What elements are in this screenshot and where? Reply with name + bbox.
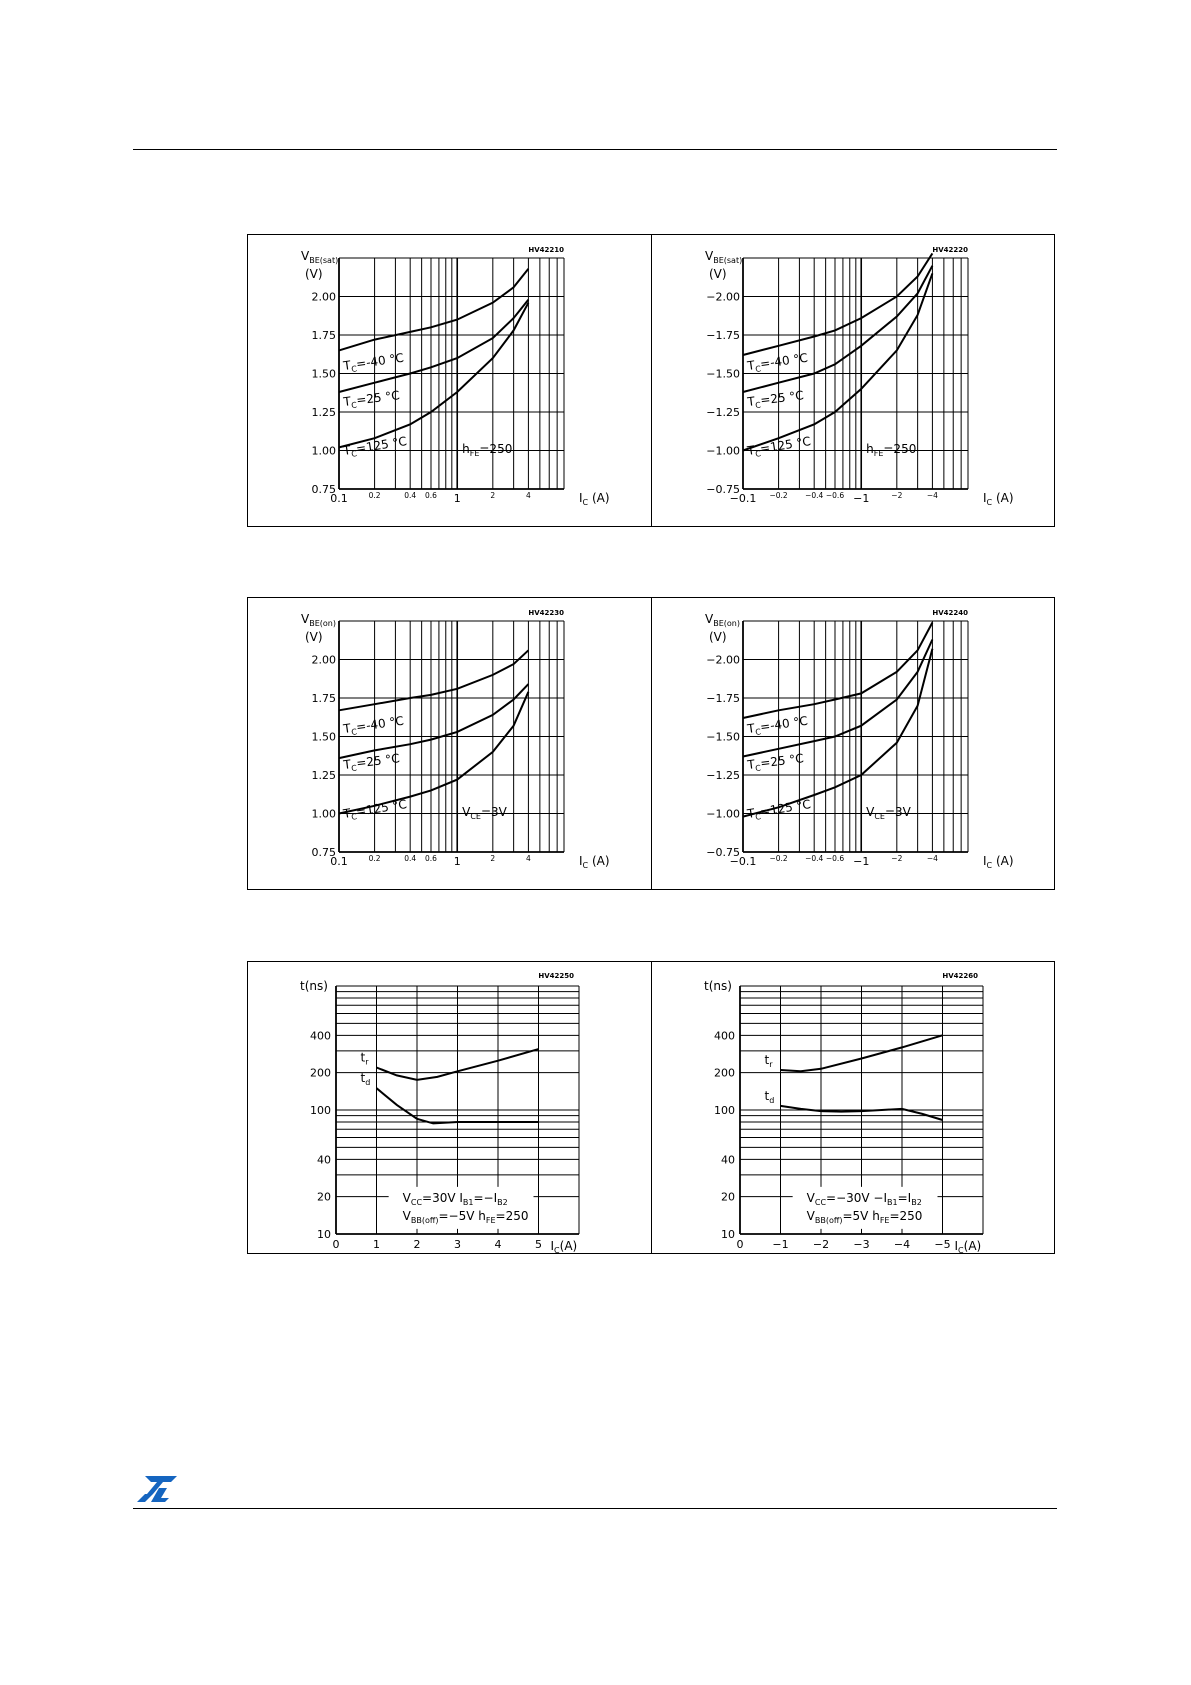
y-tick-label: 40 <box>317 1153 331 1167</box>
footer-rule <box>133 1508 1057 1509</box>
x-tick-label: −2 <box>891 491 903 500</box>
condition-label-main: h <box>462 442 470 456</box>
x-tick-label: 1 <box>373 1238 380 1251</box>
condition-label-value: =250 <box>479 442 513 456</box>
figure-code: HV42240 <box>932 609 968 617</box>
x-tick-label: −1 <box>853 492 870 505</box>
chart-vbe-sat-npn <box>248 235 651 526</box>
x-axis-label-main: I <box>550 1239 555 1253</box>
plot-area <box>743 621 968 852</box>
series-label <box>765 1053 774 1069</box>
x-axis-label-unit: (A) <box>963 1239 982 1253</box>
condition-label-sub: CE <box>874 812 885 821</box>
condition-label <box>462 805 508 821</box>
figure-code: HV42260 <box>942 972 978 980</box>
y-tick-label: 100 <box>310 1104 331 1117</box>
x-axis-label <box>983 491 1014 507</box>
chart-switching-npn <box>248 962 651 1253</box>
conditions-line-part: V <box>806 1190 815 1205</box>
y-tick-label: 1.25 <box>311 769 336 782</box>
curve-label <box>342 388 401 411</box>
x-tick-label: 0.1 <box>330 492 348 505</box>
y-tick-label: −2.00 <box>706 290 740 304</box>
chart-vbe-on-pnp <box>652 598 1055 889</box>
y-tick-label: 1.25 <box>311 406 336 419</box>
x-tick-label: −0.6 <box>825 854 845 863</box>
y-tick-label: 1.00 <box>311 807 336 821</box>
x-tick-label: 0.2 <box>368 491 381 500</box>
series-label <box>765 1089 775 1105</box>
y-tick-label: −1.50 <box>706 367 740 381</box>
x-axis-label <box>579 854 610 870</box>
conditions-line-part: =250 <box>889 1208 923 1223</box>
x-tick-label: 0.4 <box>404 491 417 500</box>
y-tick-label: 200 <box>714 1066 735 1080</box>
series-label <box>361 1051 370 1067</box>
x-axis-label <box>579 491 610 507</box>
curve-label-rest: =-40 °C <box>355 350 405 372</box>
x-axis-label-main: I <box>954 1239 959 1253</box>
curve-label-main: T <box>746 805 756 821</box>
condition-label-main: V <box>462 805 471 819</box>
y-tick-label: 1.00 <box>311 444 336 458</box>
conditions-line-part: B2 <box>497 1197 508 1207</box>
y-tick-label: 10 <box>317 1228 331 1241</box>
x-tick-label: −0.6 <box>825 491 845 500</box>
curve-label-sub: C <box>350 812 358 822</box>
y-tick-label: 20 <box>721 1190 735 1204</box>
x-tick-label: 2 <box>413 1238 421 1251</box>
figure-code: HV42230 <box>528 609 564 617</box>
curve-label-rest: =-40 °C <box>355 713 405 735</box>
condition-label-value: =250 <box>883 442 917 456</box>
x-axis-label-sub: C <box>554 1246 560 1255</box>
y-tick-label: 2.00 <box>311 290 336 304</box>
y-axis-unit: (V) <box>709 630 727 644</box>
curve-label <box>746 388 805 411</box>
y-axis-label-sub: BE(sat) <box>309 256 339 265</box>
curve-label-rest: =125 °C <box>355 434 408 456</box>
curve-label-sub: C <box>754 364 762 374</box>
series-label-main: t <box>764 1053 770 1068</box>
x-axis-label-sub: C <box>986 498 993 507</box>
curve-label-rest: =25 °C <box>355 388 401 408</box>
chart-row-switching-times <box>247 961 1055 1254</box>
conditions-line-part: BB(off) <box>410 1215 439 1225</box>
y-tick-label: 2.00 <box>311 653 336 667</box>
conditions-line-part: B1 <box>462 1197 474 1207</box>
curve-label-main: T <box>342 358 352 373</box>
x-tick-label: 1 <box>453 855 461 868</box>
series-label-main: t <box>360 1071 366 1086</box>
x-tick-label: −0.4 <box>805 854 824 863</box>
x-tick-label: −4 <box>893 1238 911 1251</box>
figure-code: HV42250 <box>538 972 574 980</box>
conditions-line-part: V <box>402 1208 411 1223</box>
chart-switching-pnp <box>652 962 1055 1253</box>
curve-label-sub: C <box>754 812 762 822</box>
x-axis-label-sub: C <box>958 1246 964 1255</box>
curve-label-rest: =25 °C <box>355 751 401 771</box>
x-tick-label: −1 <box>772 1238 789 1251</box>
curve-label-sub: C <box>350 763 358 774</box>
y-axis-label <box>301 249 338 265</box>
x-tick-label: −5 <box>934 1238 951 1251</box>
plot-area <box>743 253 968 489</box>
x-axis-label-unit: (A) <box>992 854 1014 868</box>
y-tick-label: 400 <box>714 1029 735 1043</box>
condition-label-main: V <box>866 805 875 819</box>
y-tick-label: 400 <box>310 1029 331 1043</box>
series-label-main: t <box>764 1088 770 1103</box>
chart-vbe-sat-pnp <box>652 235 1055 526</box>
conditions-line-part: =−30V −I <box>826 1190 888 1205</box>
y-tick-label: 1.50 <box>311 730 336 744</box>
x-tick-label: 4 <box>526 491 531 500</box>
condition-label <box>866 805 912 821</box>
series-line <box>339 269 528 351</box>
y-tick-label: 0.75 <box>311 846 336 859</box>
y-axis-label <box>705 249 742 265</box>
y-tick-label: 40 <box>721 1153 735 1167</box>
x-tick-label: 2 <box>490 491 496 500</box>
curve-label-main: T <box>342 805 352 821</box>
figure-code: HV42220 <box>932 246 968 254</box>
condition-label-sub: CE <box>470 812 481 821</box>
curve-label-rest: =125 °C <box>355 797 408 819</box>
y-axis-unit: (V) <box>709 267 727 281</box>
curve-label-sub: C <box>350 727 358 737</box>
y-tick-label: −1.50 <box>706 730 740 744</box>
curve-label-main: T <box>746 442 756 458</box>
y-tick-label: −0.75 <box>706 846 740 859</box>
x-tick-label: −0.2 <box>769 854 788 863</box>
conditions-line-part: BB(off) <box>814 1215 843 1225</box>
curve-label-rest: =25 °C <box>759 388 805 408</box>
plot-area <box>339 258 564 489</box>
x-axis-label-unit: (A) <box>992 491 1014 505</box>
curve-label-rest: =-40 °C <box>759 713 809 735</box>
x-axis-label-sub: C <box>986 861 993 870</box>
x-axis-label-sub: C <box>582 498 589 507</box>
condition-label-value: =3V <box>884 805 911 819</box>
conditions-line-part: V <box>402 1190 411 1205</box>
series-label-main: t <box>360 1050 366 1065</box>
y-axis-label: t(ns) <box>704 979 732 993</box>
condition-label-sub: FE <box>873 449 884 458</box>
x-tick-label: 3 <box>454 1238 461 1251</box>
curve-label-sub: C <box>350 400 358 411</box>
x-tick-label: −0.4 <box>805 491 824 500</box>
series-line <box>339 303 528 448</box>
header-rule <box>133 149 1057 150</box>
x-tick-label: 0.6 <box>425 491 437 500</box>
y-tick-label: −2.00 <box>706 653 740 667</box>
curve-label-sub: C <box>754 449 762 459</box>
y-tick-label: 200 <box>310 1066 331 1080</box>
x-tick-label: −3 <box>853 1238 870 1251</box>
conditions-line-part: FE <box>879 1215 890 1225</box>
y-tick-label: −1.00 <box>706 444 740 458</box>
curve-label-main: T <box>746 721 756 736</box>
x-tick-label: −1 <box>853 855 870 868</box>
y-tick-label: −1.75 <box>706 692 740 705</box>
curve-label-sub: C <box>350 364 358 374</box>
curve-label-main: T <box>746 394 756 409</box>
x-axis-label-main: I <box>983 491 987 505</box>
conditions-line-part: =30V I <box>422 1190 463 1205</box>
conditions-line-part: =−5V h <box>438 1208 486 1223</box>
conditions-line-part: B1 <box>887 1197 898 1207</box>
x-tick-label: 0.6 <box>425 854 437 863</box>
x-tick-label: 0.2 <box>368 854 381 863</box>
x-tick-label: 4 <box>526 854 531 863</box>
y-tick-label: −1.00 <box>706 807 740 821</box>
chart-vbe-on-npn <box>248 598 651 889</box>
x-tick-label: −4 <box>926 491 938 500</box>
conditions-line-part: CC <box>814 1197 827 1207</box>
x-tick-label: 4 <box>494 1238 502 1251</box>
series-label-sub: r <box>365 1057 369 1067</box>
x-tick-label: −2 <box>812 1238 830 1251</box>
x-tick-label: −2 <box>891 854 903 863</box>
y-axis-label: t(ns) <box>300 979 328 993</box>
st-logo <box>133 1472 181 1504</box>
curve-label-sub: C <box>754 400 762 411</box>
y-axis-label-main: V <box>705 249 714 263</box>
curve-label-rest: =125 °C <box>759 797 812 819</box>
y-tick-label: 20 <box>317 1190 331 1204</box>
curve-label-sub: C <box>754 763 762 774</box>
y-axis-label-main: V <box>705 612 714 626</box>
x-axis-label <box>983 854 1014 870</box>
plot-area <box>339 621 564 852</box>
series-label-sub: d <box>769 1095 775 1105</box>
x-axis-label <box>955 1239 982 1255</box>
chart-row-vbe-sat <box>247 234 1055 527</box>
y-axis-label-main: V <box>301 249 310 263</box>
y-axis-label-sub: BE(sat) <box>713 256 743 265</box>
x-axis-label-main: I <box>983 854 987 868</box>
x-tick-label: −0.1 <box>729 492 757 505</box>
conditions-line-part: =250 <box>495 1208 529 1223</box>
x-axis-label-main: I <box>579 854 583 868</box>
x-tick-label: −0.1 <box>729 855 757 868</box>
curve-label-main: T <box>342 721 352 736</box>
figure-code: HV42210 <box>528 246 564 254</box>
x-tick-label: −0.2 <box>769 491 788 500</box>
x-tick-label: 0 <box>332 1238 340 1251</box>
conditions-line-part: =5V h <box>842 1208 880 1223</box>
condition-label-main: h <box>866 442 874 456</box>
y-axis-label-sub: BE(on) <box>713 619 740 628</box>
y-axis-label-main: V <box>301 612 310 626</box>
y-tick-label: −1.25 <box>706 769 740 782</box>
chart-row-vbe-on <box>247 597 1055 890</box>
x-axis-label-unit: (A) <box>588 854 610 868</box>
conditions-line-part: =I <box>897 1190 912 1205</box>
series-label-sub: d <box>365 1078 371 1088</box>
x-axis-label-sub: C <box>582 861 589 870</box>
conditions-line-part: FE <box>485 1215 496 1225</box>
x-axis-label-main: I <box>579 491 583 505</box>
x-axis-label <box>551 1239 578 1255</box>
x-axis-label-unit: (A) <box>588 491 610 505</box>
curve-label-rest: =-40 °C <box>759 350 809 372</box>
y-tick-label: 100 <box>714 1104 735 1117</box>
x-axis-label-unit: (A) <box>559 1239 578 1253</box>
conditions-line-part: =−I <box>473 1190 498 1205</box>
conditions-line-part: B2 <box>911 1197 922 1207</box>
series-line <box>339 300 528 392</box>
y-axis-unit: (V) <box>305 630 323 644</box>
y-tick-label: −1.75 <box>706 329 740 342</box>
x-tick-label: 0 <box>736 1238 744 1251</box>
condition-label <box>462 442 512 458</box>
y-tick-label: 10 <box>721 1228 735 1241</box>
curve-label-main: T <box>746 757 756 772</box>
conditions-line-part: V <box>806 1208 815 1223</box>
series-label <box>361 1071 371 1087</box>
x-tick-label: 1 <box>453 492 461 505</box>
curve-label-rest: =125 °C <box>759 434 812 456</box>
curve-label-rest: =25 °C <box>759 751 805 771</box>
conditions-line-part: CC <box>410 1197 423 1207</box>
y-tick-label: −1.25 <box>706 406 740 419</box>
y-tick-label: 1.50 <box>311 367 336 381</box>
curve-label-main: T <box>342 442 352 458</box>
y-tick-label: 0.75 <box>311 483 336 496</box>
series-label-sub: r <box>769 1060 773 1070</box>
x-tick-label: 0.1 <box>330 855 348 868</box>
x-tick-label: 0.4 <box>404 854 417 863</box>
curve-label-main: T <box>342 394 352 409</box>
curve-label-sub: C <box>754 727 762 737</box>
x-tick-label: 2 <box>490 854 496 863</box>
y-tick-label: −0.75 <box>706 483 740 496</box>
x-tick-label: −4 <box>926 854 938 863</box>
curve-label-main: T <box>342 757 352 772</box>
condition-label <box>866 442 916 458</box>
curve-label-main: T <box>746 358 756 373</box>
y-tick-label: 1.75 <box>311 329 336 342</box>
series-line <box>743 623 932 719</box>
y-axis-label-sub: BE(on) <box>309 619 336 628</box>
x-tick-label: 5 <box>535 1238 542 1251</box>
condition-label-sub: FE <box>469 449 480 458</box>
y-tick-label: 1.75 <box>311 692 336 705</box>
y-axis-unit: (V) <box>305 267 323 281</box>
y-axis-label <box>301 612 336 628</box>
condition-label-value: =3V <box>480 805 507 819</box>
curve-label-sub: C <box>350 449 358 459</box>
y-axis-label <box>705 612 740 628</box>
